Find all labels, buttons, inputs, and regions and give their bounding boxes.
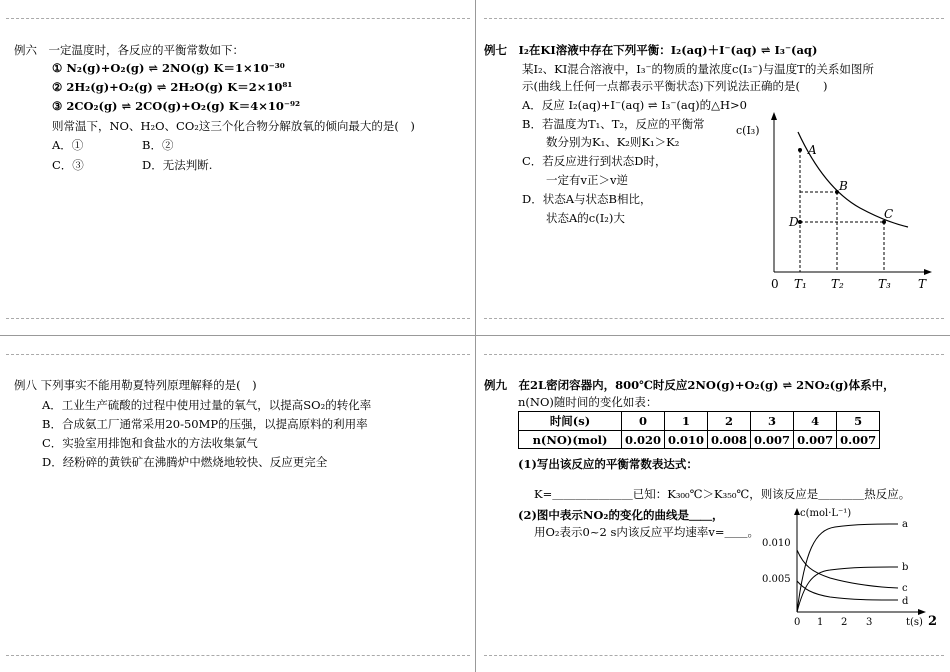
table-cell: 0.007 <box>794 431 837 449</box>
ex9-curve-d <box>797 581 898 600</box>
ex7-line-3: 示(曲线上任何一点都表示平衡状态)下列说法正确的是( ) <box>522 79 828 93</box>
table-cell: 2 <box>708 412 751 431</box>
ex6-stem: 例六 一定温度时，各反应的平衡常数如下： <box>14 43 244 57</box>
ex9-line-2: n(NO)随时间的变化如表： <box>518 395 658 409</box>
table-cell: 0.020 <box>622 431 665 449</box>
ex7-tick-t3: T₃ <box>878 277 891 291</box>
ex9-curve-label-c: c <box>902 583 908 594</box>
table-cell: 1 <box>665 412 708 431</box>
guide-line <box>484 18 944 19</box>
ex9-curve-b <box>797 567 898 612</box>
table-cell: 4 <box>794 412 837 431</box>
ex9-curve-label-b: b <box>902 562 909 573</box>
ex9-question-2b: 用O₂表示0~2 s内该反应平均速率v=＿＿。 <box>534 525 759 539</box>
table-cell: 0.007 <box>837 431 880 449</box>
table-cell: 3 <box>751 412 794 431</box>
ex7-y-arrow <box>771 112 777 120</box>
ex6-reaction-3: ③ 2CO₂(g) ⇌ 2CO(g)+O₂(g) K＝4×10⁻⁹² <box>52 99 301 113</box>
ex8-stem: 例八 下列事实不能用勒夏特列原理解释的是( ) <box>14 378 257 392</box>
ex7-option-b-1: B．若温度为T₁、T₂，反应的平衡常 <box>522 117 705 131</box>
ex7-x-label: T <box>918 277 927 291</box>
ex9-question-1b: K=＿＿＿＿＿＿＿已知：K₃₀₀℃＞K₃₅₀℃，则该反应是＿＿＿＿热反应。 <box>534 487 911 501</box>
ex6-option-c: C．③ <box>52 158 84 172</box>
ex6-reaction-1: ① N₂(g)+O₂(g) ⇌ 2NO(g) K＝1×10⁻³⁰ <box>52 61 285 75</box>
ex7-x-arrow <box>924 269 932 275</box>
ex7-option-c-1: C．若反应进行到状态D时， <box>522 154 667 168</box>
ex7-stem: 例七 I₂在KI溶液中存在下列平衡：I₂(aq)＋I⁻(aq) ⇌ I₃⁻(aq) <box>484 43 818 57</box>
ex9-x-tick-0: 0 <box>794 617 801 628</box>
ex7-tick-t2: T₂ <box>831 277 844 291</box>
ex6-reaction-2: ② 2H₂(g)+O₂(g) ⇌ 2H₂O(g) K＝2×10⁸¹ <box>52 80 293 94</box>
ex9-curve-label-a: a <box>902 519 908 530</box>
ex8-option-d: D．经粉碎的黄铁矿在沸腾炉中燃烧地较快、反应更完全 <box>42 455 328 469</box>
ex8-option-c: C．实验室用排饱和食盐水的方法收集氯气 <box>42 436 258 450</box>
ex6-option-d: D．无法判断. <box>142 158 213 172</box>
ex7-label-c: C <box>884 207 894 221</box>
ex9-curve-c <box>797 550 898 588</box>
table-head-time: 时间(s) <box>519 412 622 431</box>
ex6-option-a: A．① <box>52 138 84 152</box>
guide-line <box>6 655 470 656</box>
table-row <box>519 412 880 431</box>
ex7-graph <box>736 110 936 296</box>
ex7-tick-t1: T₁ <box>794 277 807 291</box>
table-head-n: n(NO)(mol) <box>519 431 622 449</box>
ex7-option-b-2: 数分别为K₁、K₂则K₁＞K₂ <box>546 135 680 149</box>
ex6-question: 则常温下，NO、H₂O、CO₂这三个化合物分解放氧的倾向最大的是( ) <box>52 119 415 133</box>
ex7-label-b: B <box>839 179 848 193</box>
guide-line <box>484 655 944 656</box>
ex9-x-tick-3: 3 <box>866 617 873 628</box>
ex8-option-b: B．合成氨工厂通常采用20-50MP的压强，以提高原料的利用率 <box>42 417 368 431</box>
guide-line <box>6 318 470 319</box>
ex9-question-1: (1)写出该反应的平衡常数表达式： <box>518 457 698 471</box>
table-cell: 0.008 <box>708 431 751 449</box>
ex9-x-label: t(s) <box>906 617 923 628</box>
guide-line <box>484 318 944 319</box>
ex7-y-label: c(I₃) <box>736 124 760 137</box>
ex6-option-b: B．② <box>142 138 174 152</box>
ex9-graph <box>760 500 946 632</box>
ex9-curve-label-d: d <box>902 596 909 607</box>
ex9-stem: 例九 在2L密闭容器内，800℃时反应2NO(g)+O₂(g) ⇌ 2NO₂(g)体系中， <box>484 378 895 392</box>
ex7-label-d: D <box>789 215 799 229</box>
ex7-option-d-1: D．状态A与状态B相比， <box>522 192 652 206</box>
ex9-x-tick-1: 1 <box>817 617 824 628</box>
ex7-option-c-2: 一定有v正＞v逆 <box>546 173 628 187</box>
guide-line <box>6 18 470 19</box>
ex9-x-tick-2: 2 <box>841 617 848 628</box>
ex9-question-2a: (2)图中表示NO₂的变化的曲线是＿＿， <box>518 508 724 522</box>
ex7-line-2: 某I₂、KI混合溶液中，I₃⁻的物质的量浓度c(I₃⁻)与温度T的关系如图所 <box>522 62 874 76</box>
ex9-y-label: c(mol·L⁻¹) <box>800 508 852 519</box>
table-cell: 0.010 <box>665 431 708 449</box>
table-cell: 5 <box>837 412 880 431</box>
guide-line <box>6 354 470 355</box>
ex7-point-a <box>798 148 802 152</box>
ex9-y-tick-0010: 0.010 <box>762 538 791 549</box>
ex9-data-table <box>518 411 880 449</box>
table-row <box>519 431 880 449</box>
table-cell: 0.007 <box>751 431 794 449</box>
ex7-label-a: A <box>808 143 817 157</box>
ex7-origin-label: 0 <box>771 277 779 291</box>
ex7-option-a: A．反应 I₂(aq)+I⁻(aq) ⇌ I₃⁻(aq)的△H>0 <box>522 98 747 112</box>
guide-line <box>484 354 944 355</box>
ex9-y-tick-0005: 0.005 <box>762 574 791 585</box>
ex7-option-d-2: 状态A的c(I₂)大 <box>546 211 625 225</box>
page-number: 2 <box>928 614 938 629</box>
ex8-option-a: A．工业生产硫酸的过程中使用过量的氧气，以提高SO₂的转化率 <box>42 398 372 412</box>
ex9-x-arrow <box>918 609 926 615</box>
table-cell: 0 <box>622 412 665 431</box>
